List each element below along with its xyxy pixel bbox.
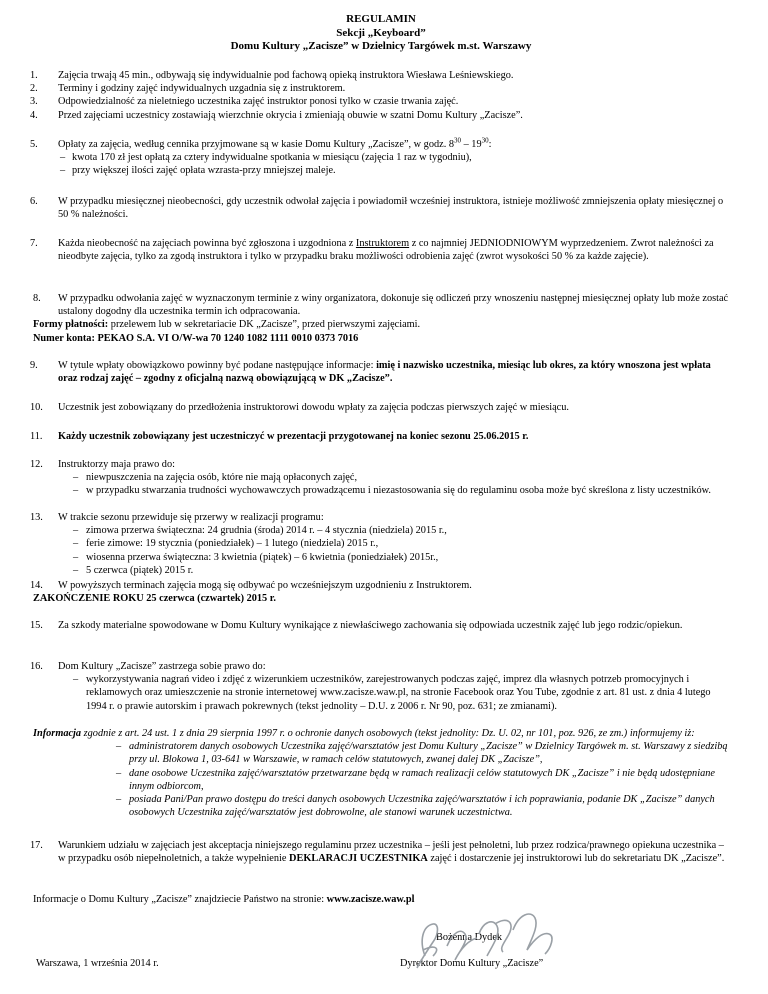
rule-5-sub-2: – przy większej ilości zajęć opłata wzrasta-przy mniejszej maleje. [60,165,336,177]
rule-7: 7. Każda nieobecność na zajęciach powinna być zgłoszona i uzgodniona z Instruktorem z co najmniej JEDNIODNIOWYM wyprzedzeniem. Zwrot należności za nieodbyte zajęcia, tylko za zgodą instruktora i tylko w przypadku braku możliwości odrobienia zajęć (zwrot wysokości 50 % za każde zajęcie). [30,238,714,263]
payment-label: Formy płatności: [33,319,109,331]
data-protection-info: Informacja zgodnie z art. 24 ust. 1 z dnia 29 sierpnia 1997 r. o ochronie danych osobowych (tekst jednolity: Dz. U. 02, nr 101, poz. 926, ze zm.) informujemy iż: – administratorem danych osobowych Uczestnika zajęć/warsztatów jest Domu Kultury „Zacisze” w Dzielnicy Targówek m. st. Warszawy z siedzibą przy ul. Blokowa 1, 03-641 w Warszawie, w ramach celów statutowych, zwanej dalej DK „Zacisze”, – dane osobowe Uczestnika zajęć/warsztatów przetwarzane będą w ramach realizacji celów statutowych DK „Zacisze” i nie będą udostępniane innym odbiorcom, – posiada Pani/Pan prawo dostępu do treści danych osobowych Uczestnika zajęć/warsztatów i ich poprawiania, podanie DK „Zacisze” danych osobowych Uczestnika zajęć/warsztatów jest dobrowolne, ale stanowi warunek uczestnictwa. [33,727,733,819]
website-info: Informacje o Domu Kultury „Zacisze” znajdziecie Państwo na stronie: www.zacisze.waw.pl [33,894,415,905]
info-sub-3: – posiada Pani/Pan prawo dostępu do treści danych osobowych Uczestnika zajęć/warsztatów i ich poprawiania, podanie DK „Zacisze” danych osobowych Uczestnika zajęć/warsztatów jest dobrowolne, ale stanowi warunek uczestnictwa. [116,794,715,819]
bank-account: Numer konta: PEKAO S.A. VI O/W-wa 70 1240 1082 1111 0010 0373 7016 [33,332,359,344]
rule-8: 8. W przypadku odwołania zajęć w wyznaczonym terminie z winy organizatora, dokonuje się odliczeń przy wnoszeniu następnej miesięcznej opłaty lub może zostać ustalony dogodny dla uczestnika termin ich odpracowania. Formy płatności: przelewem lub w sekretariacie DK „Zacisze”, przed pierwszymi zajęciami. Numer konta: PEKAO S.A. VI O/W-wa 70 1240 1082 1111 0010 0373 7016 [33,293,729,344]
document-title: REGULAMIN [346,13,416,25]
rule-16: 16. Dom Kultury „Zacisze” zastrzega sobie prawo do: – wykorzystywania nagrań video i zdjęć z wizerunkiem uczestników, zarejestrowanych podczas zajęć, imprez dla własnych potrzeb promocyjnych i reklamowych oraz umieszczenie na stronie internetowej www.zacisze.waw.pl, na stronie Facebook oraz You Tube, zgodnie z art. 81 ust. z dnia 4 lutego 1994 r. o prawie autorskim i prawach pokrewnych (tekst jednolity – D.U. z 2006 r. Nr 90, poz. 631; ze zmianami). [58,660,726,713]
rule-13-sub-1: – zimowa przerwa świąteczna: 24 grudnia (środa) 2014 r. – 4 stycznia (niedziela) 2015 r., [73,525,447,537]
rule-4: 4. Przed zajęciami uczestnicy zostawiają wierzchnie okrycia i zmieniają obuwie w szatni Domu Kultury „Zacisze”. [30,109,523,121]
instructor-link[interactable]: Instruktorem [355,238,410,249]
rules-list-1-4 [30,69,726,122]
rule-12-sub-1: – niewpuszczenia na zajęcia osób, które nie mają opłaconych zajęć, [73,472,358,484]
info-sub-1: – administratorem danych osobowych Uczestnika zajęć/warsztatów jest Domu Kultury „Zacisze” w Dzielnicy Targówek m. st. Warszawy z siedzibą przy ul. Blokowa 1, 03-641 w Warszawie, w ramach celów statutowych, zwanej dalej DK „Zacisze”, [116,741,728,766]
document-institution: Domu Kultury „Zacisze” w Dzielnicy Targówek m.st. Warszawy [230,40,532,52]
rule-1: 1. Zajęcia trwają 45 min., odbywają się indywidualnie pod fachową opieką instruktora Wiesława Leśniewskiego. [30,70,514,81]
rule-11: 11. Każdy uczestnik zobowiązany jest uczestniczyć w prezentacji przygotowanej na koniec sezonu 25.06.2015 r. [30,431,529,442]
season-end: ZAKOŃCZENIE ROKU 25 czerwca (czwartek) 2015 r. [33,593,276,605]
rule-13-sub-2: – ferie zimowe: 19 stycznia (poniedziałek) – 1 lutego (niedziela) 2015 r., [73,538,379,550]
rule-5: 5. Opłaty za zajęcia, według cennika przyjmowane są w kasie Domu Kultury „Zacisze”, w godz. $8^{30} - 19^{30}$: – kwota 170 zł jest opłatą za cztery indywidualne spotkania w miesiącu (zajęcia 1 raz w tygodniu), – przy większej ilości zajęć opłata wzrasta-przy mniejszej maleje. [58,138,726,178]
rule-6: 6. W przypadku miesięcznej nieobecności, gdy uczestnik odwołał zajęcia i powiadomił wcześniej instruktora, istnieje możliwość zmniejszenia opłaty miesięcznej o 50 % należności. [30,196,724,221]
place-date: Warszawa, 1 września 2014 r. [36,958,159,969]
rule-12-sub-2: – w przypadku stwarzania trudności wychowawczych prowadzącemu i niezastosowania się do regulaminu osoba może być skreślona z listy uczestników. [73,485,711,497]
rule-15: 15. Za szkody materialne spowodowane w Domu Kultury wynikające z niewłaściwego zachowania się odpowiada uczestnik zajęć lub jego rodzic/opiekun. [30,620,683,631]
rule-16-sub-1: – wykorzystywania nagrań video i zdjęć z wizerunkiem uczestników, zarejestrowanych podczas zajęć, imprez dla własnych potrzeb promocyjnych i reklamowych oraz umieszczenie na stronie internetowej www.zacisze.waw.pl, na stronie Facebook oraz You Tube, zgodnie z art. 81 ust. z dnia 4 lutego 1994 r. o prawie autorskim i prawach pokrewnych (tekst jednolity – D.U. z 2006 r. Nr 90, poz. 631; ze zmianami). [73,674,711,712]
signer-name: Bożenna Dydek [436,932,503,943]
signer-title: Dyrektor Domu Kultury „Zacisze” [400,958,544,969]
rule-13-sub-3: – wiosenna przerwa świąteczna: 3 kwietnia (piątek) – 6 kwietnia (poniedziałek) 2015r., [73,551,439,563]
rule-13: 13. W trakcie sezonu przewiduje się przerwy w realizacji programu: – zimowa przerwa świąteczna: 24 grudnia (środa) 2014 r. – 4 stycznia (niedziela) 2015 r., – ferie zimowe: 19 stycznia (poniedziałek) – 1 lutego (niedziela) 2015 r., – wiosenna przerwa świąteczna: 3 kwietnia (piątek) – 6 kwietnia (poniedziałek) 2015r., – 5 czerwca (piątek) 2015 r. [58,511,726,577]
rule-5-sub-1: – kwota 170 zł jest opłatą za cztery indywidualne spotkania w miesiącu (zajęcia 1 raz w tygodniu), [60,152,472,164]
document-subtitle: Sekcji „Keyboard” [336,26,426,39]
rule-17: 17. Warunkiem udziału w zajęciach jest akceptacja niniejszego regulaminu przez uczestnika – jeśli jest pełnoletni, lub przez rodzica/prawnego opiekuna uczestnika – w przypadku osób niepełnoletnich, a także wypełnienie DEKLARACJI UCZESTNIKA zajęć i dostarczenie jej instruktorowi lub do sekretariatu DK „Zacisze”. [30,840,725,865]
document-header [0,13,768,54]
rule-2: 2. Terminy i godziny zajęć indywidualnych uzgadnia się z instruktorem. [30,83,346,95]
handwritten-signature [403,904,588,974]
rule-12: 12. Instruktorzy maja prawo do: – niewpuszczenia na zajęcia osób, które nie mają opłaconych zajęć, – w przypadku stwarzania trudności wychowawczych prowadzącemu i niezastosowania się do regulaminu osoba może być skreślona z listy uczestników. [58,458,726,498]
rule-13-sub-4: – 5 czerwca (piątek) 2015 r. [73,564,194,576]
website-link[interactable]: www.zacisze.waw.pl [326,894,415,905]
rule-9: 9. W tytule wpłaty obowiązkowo powinny być podane następujące informacje: imię i nazwisko uczestnika, miesiąc lub okres, za który wnoszona jest wpłata oraz rodzaj zajęć – zgodny z oficjalną nazwą obowiązującą w DK „Zacisze”. [30,360,711,385]
info-sub-2: – dane osobowe Uczestnika zajęć/warsztatów przetwarzane będą w ramach realizacji celów statutowych DK „Zacisze” i nie będą udostępniane innym odbiorcom, [116,767,715,792]
rule-3: 3. Odpowiedzialność za nieletniego uczestnika zajęć instruktor ponosi tylko w czasie trwania zajęć. [30,96,459,108]
rule-14: 14. W powyższych terminach zajęcia mogą się odbywać po wcześniejszym uzgodnieniu z Instruktorem. ZAKOŃCZENIE ROKU 25 czerwca (czwartek) 2015 r. [58,579,726,605]
rule-10: 10. Uczestnik jest zobowiązany do przedłożenia instruktorowi dowodu wpłaty za zajęcia podczas pierwszych zajęć w miesiącu. [30,402,569,413]
